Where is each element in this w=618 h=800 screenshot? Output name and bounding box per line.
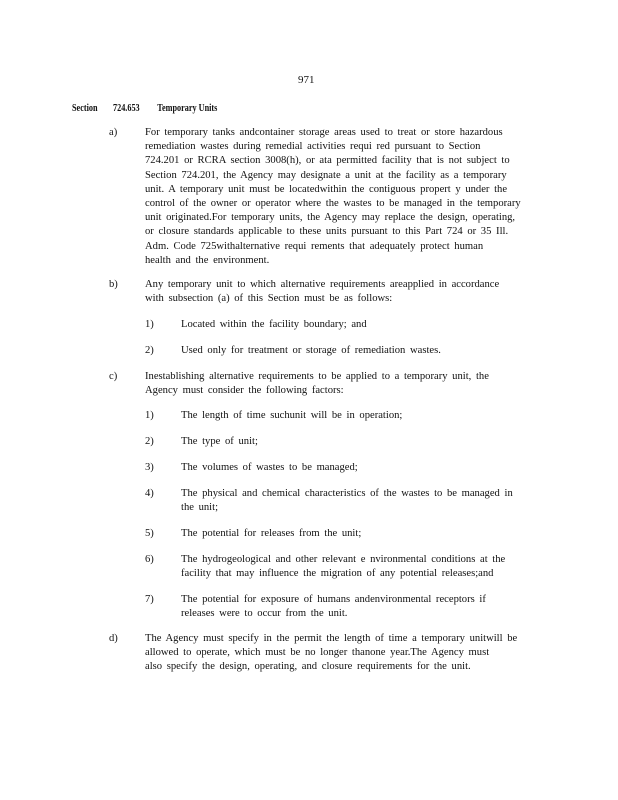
item-label: 4) [145,488,154,499]
list-item [181,593,539,621]
text-line: unit. A temporary unit must be locatedwithin the contiguous propert y under the [145,183,508,195]
section-number: 724.653 [113,103,140,114]
list-item [181,461,539,475]
text-line: Inestablishing alternative requirements to be applied to a temporary unit, the [145,371,489,382]
text-line: unit originated.For temporary units, the Agency may replace the design, operating, [145,212,516,224]
paragraph-b [145,278,540,306]
text-line: Agency must consider the following factors: [145,385,344,397]
paragraph-label-d: d) [109,633,118,644]
text-line: The physical and chemical characteristics of the wastes to be managed in [181,488,513,499]
item-label: 7) [145,594,154,605]
paragraph-c [145,370,540,398]
item-label: 3) [145,462,154,473]
paragraph-label-a: a) [109,127,118,138]
text-line: The volumes of wastes to be managed; [181,462,358,473]
text-line: Section 724.201, the Agency may designate a unit at the facility as a temporary [145,169,507,181]
text-line: or closure standards applicable to these units pursuant to this Part 724 or 35 Ill. [145,226,509,238]
item-label: 2) [145,345,154,356]
text-line: Any temporary unit to which alternative requirements areapplied in accordance [145,279,500,290]
text-line: Adm. Code 725withalternative requi rements that adequately protect human [145,240,484,252]
item-label: 5) [145,528,154,539]
text-line: also specify the design, operating, and closure requirements for the unit. [145,661,471,673]
section-label: Section [72,103,98,114]
text-line: remediation wastes during remedial activities requi red pursuant to Section [145,141,481,153]
text-line: the unit; [181,502,219,514]
text-line: health and the environment. [145,254,270,266]
text-line: The hydrogeological and other relevant e nvironmental conditions at the [181,554,506,565]
list-item [181,435,539,449]
text-line: 724.201 or RCRA section 3008(h), or ata permitted facility that is not subject to [145,155,510,167]
text-line: allowed to operate, which must be no longer thanone year.The Agency must [145,647,490,659]
page-number: 971 [298,74,315,86]
list-item [181,344,539,358]
paragraph-a [145,126,540,268]
text-line: facility that may influence the migration of any potential releases;and [181,568,494,580]
text-line: The length of time suchunit will be in operation; [181,410,403,421]
paragraph-label-c: c) [109,371,118,382]
text-line: The Agency must specify in the permit the length of time a temporary unitwill be [145,633,518,644]
list-item [181,553,539,581]
list-item [181,527,539,541]
text-line: control of the owner or operator where the wastes to be managed in the temporary [145,198,521,210]
text-line: with subsection (a) of this Section must be as follows: [145,293,393,305]
item-label: 6) [145,554,154,565]
list-item [181,318,539,332]
text-line: For temporary tanks andcontainer storage areas used to treat or store hazardous [145,127,503,138]
list-item [181,409,539,423]
text-line: Used only for treatment or storage of remediation wastes. [181,345,441,356]
paragraph-d [145,632,540,675]
text-line: The type of unit; [181,436,258,447]
paragraph-label-b: b) [109,279,118,290]
item-label: 1) [145,410,154,421]
item-label: 1) [145,319,154,330]
text-line: releases were to occur from the unit. [181,608,348,620]
list-item [181,487,539,515]
item-label: 2) [145,436,154,447]
section-title: Temporary Units [157,103,218,114]
text-line: Located within the facility boundary; and [181,319,367,330]
text-line: The potential for exposure of humans andenvironmental receptors if [181,594,486,605]
text-line: The potential for releases from the unit; [181,528,362,539]
